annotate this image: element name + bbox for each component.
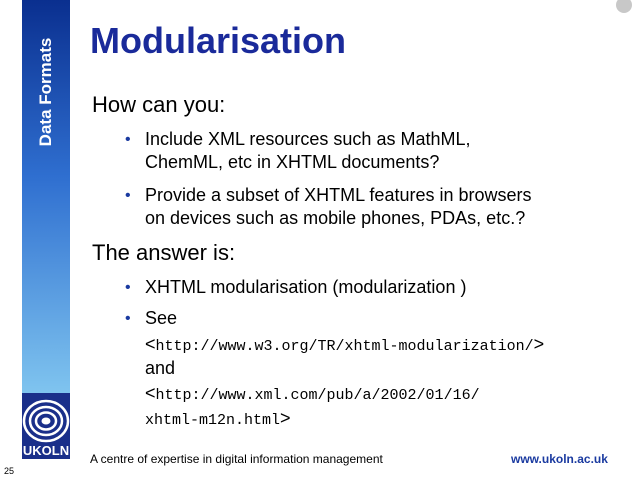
bullet-icon: • bbox=[125, 310, 131, 327]
link-xml-line2[interactable]: xhtml-m12n.html> bbox=[145, 408, 291, 429]
and-text: and bbox=[145, 358, 176, 378]
section-heading-2: The answer is: bbox=[92, 240, 236, 265]
bullet-icon: • bbox=[125, 131, 131, 148]
bullet-icon: • bbox=[125, 187, 131, 204]
list-item-continuation: on devices such as mobile phones, PDAs, etc.? bbox=[145, 208, 526, 228]
section-heading-1: How can you: bbox=[92, 92, 226, 117]
slide-title: Modularisation bbox=[90, 20, 347, 61]
logo-rings-icon bbox=[22, 393, 70, 445]
footer-url-link[interactable]: www.ukoln.ac.uk bbox=[511, 452, 608, 466]
page-number: 25 bbox=[4, 466, 15, 476]
corner-circle-icon bbox=[611, 0, 637, 18]
sidebar-label: Data Formats bbox=[36, 37, 55, 147]
bullet-icon: • bbox=[125, 279, 131, 296]
link-xml-line1[interactable]: <http://www.xml.com/pub/a/2002/01/16/ bbox=[145, 383, 480, 404]
logo-text: UKOLN bbox=[22, 443, 70, 458]
footer-tagline: A centre of expertise in digital information management bbox=[90, 452, 383, 466]
list-item-continuation: ChemML, etc in XHTML documents? bbox=[145, 152, 440, 172]
link-w3[interactable]: <http://www.w3.org/TR/xhtml-modularization/> bbox=[145, 334, 545, 355]
ukoln-logo bbox=[22, 393, 70, 459]
